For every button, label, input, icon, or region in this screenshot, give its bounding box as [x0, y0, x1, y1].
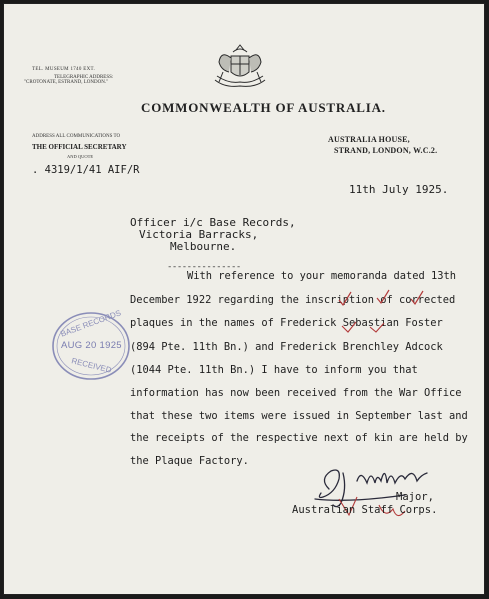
body-line-4: (894 Pte. 11th Bn.) and Frederick Brenchley Adcock	[130, 341, 443, 353]
recipient-line-1: Officer i/c Base Records,	[130, 216, 296, 229]
and-quote: AND QUOTE	[67, 154, 94, 159]
telegraphic-address	[24, 75, 113, 85]
address-note: ADDRESS ALL COMMUNICATIONS TO	[32, 134, 121, 139]
received-stamp	[49, 309, 133, 383]
stamp-top-text: BASE RECORDS	[59, 308, 123, 339]
telegraphic-address-name: "CROTONATE, ESTRAND, LONDON."	[24, 80, 109, 85]
letter-page	[3, 3, 485, 595]
reference-number: . 4319/1/41 AIF/R	[32, 164, 140, 176]
letter-date: 11th July 1925.	[349, 183, 449, 196]
body-line-1: With reference to your memoranda dated 13th	[187, 270, 456, 282]
recipient-rule: ---------------	[167, 262, 241, 272]
recipient-line-3: Melbourne.	[170, 240, 237, 253]
body-line-2: December 1922 regarding the inscription of corrected	[130, 294, 456, 306]
official-secretary: THE OFFICIAL SECRETARY	[32, 143, 127, 151]
red-check-mark	[336, 320, 396, 334]
telegraphic-address-label: TELEGRAPHIC ADDRESS:	[54, 75, 114, 80]
signatory-rank: Major,	[396, 491, 434, 503]
body-line-9: the Plaque Factory.	[130, 455, 249, 467]
address-line-2: STRAND, LONDON, W.C.2.	[334, 146, 438, 155]
recipient-line-2: Victoria Barracks,	[139, 228, 259, 241]
stamp-date: AUG 20 1925	[61, 340, 122, 351]
body-line-8: the receipts of the respective next of kin are held by	[130, 432, 468, 444]
letterhead-title: COMMONWEALTH OF AUSTRALIA.	[141, 100, 386, 115]
telephone-line: TEL. MUSEUM 1740 EXT.	[32, 67, 96, 72]
coat-of-arms-icon	[209, 42, 271, 90]
red-tick-marks	[329, 286, 429, 308]
body-line-5: (1044 Pte. 11th Bn.) I have to inform you that	[130, 364, 418, 376]
body-line-6: information has now been received from the War Office	[130, 387, 462, 399]
body-line-7: that these two items were issued in September last and	[130, 410, 468, 422]
stamp-bottom-text: RECEIVED	[70, 356, 113, 375]
signatory-corps: Australian Staff Corps.	[292, 504, 438, 516]
body-line-3: plaques in the names of Frederick Sebastian Foster	[130, 317, 443, 329]
address-line-1: AUSTRALIA HOUSE,	[328, 135, 410, 144]
